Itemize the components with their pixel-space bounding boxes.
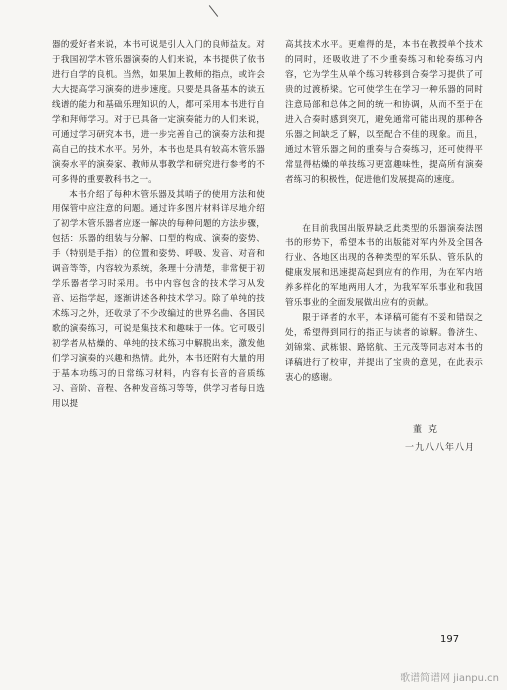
signature-name: 董克 [413,425,444,435]
left-text-column [52,38,265,412]
paragraph: 高其技术水平。更难得的是，本书在教授单个技术的同时，还吸收进了不少重奏练习和轮奏练习内容，它为学生从单个练习转移到合奏学习提供了可贵的过渡桥梁。它可使学生在学习一种乐器的同时注意局部和总体之间的统一和协调，从而不至于在进入合奏时感到突兀，避免通常可能出现的那种各乐器之间缺乏了解，以至配合不佳的现象。而且，通过木管乐器之间的重奏与合奏练习，还可使得平常显得枯燥的单技练习更富趣味性，提高所有演奏者练习的积极性，促进他们发展提高的速度。 [285,40,483,185]
right-text-column [285,38,483,386]
paragraph: 在目前我国出版界缺乏此类型的乐器演奏法图书的形势下，希望本书的出版能对军内外及全国各行业、各地区出现的各种类型的军乐队、管乐队的健康发展和迅速提高起到应有的作用，为在军内培养多样化的军地两用人才，为我军军乐事业和我国管乐事业的全面发展做出应有的贡献。 [285,223,483,309]
site-watermark: 歌谱简谱网 jianpu.cn [400,673,499,684]
paragraph: 本书介绍了每种木管乐器及其哨子的使用方法和使用保管中应注意的问题。通过许多图片材料详尽地介绍了初学木管乐器者应逐一解决的每种问题的方法步骤，包括：乐器的组装与分解、口型的构成、演奏的姿势、手（特别是手指）的位置和姿势、呼吸、发音、对音和调音等等，内容较为系统，条理十分清楚，非常便于初学乐器者学习时采用。书中内容包含的技术学习从发音、运指学起，逐渐讲述各种技术学习。除了单纯的技术练习之外，还收录了不少改编过的世界名曲、各国民歌的演奏练习，可说是集技术和趣味于一体。它可吸引初学者从枯燥的、单纯的技术练习中解脱出来，激发他们学习演奏的兴趣和热情。此外，本书还附有大量的用于基本功练习的日常练习材料，内容有长音的音质练习、音阶、音程、各种发音练习等等，供学习者每日选用以提 [52,189,265,409]
paragraph: 限于译者的水平，本译稿可能有不妥和错误之处，希望得到同行的指正与读者的谅解。鲁济生、刘锦棠、武栋银、路铭航、王元茂等同志对本书的译稿进行了校审，并提出了宝贵的意见，在此表示衷心的感谢。 [285,313,483,384]
paragraph: 器的爱好者来说，本书可说是引人入门的良师益友。对于我国初学木管乐器演奏的人们来说，本书提供了依书进行自学的良机。当然，如果加上教师的指点，或许会大大提高学习演奏的进步速度。只要是具备基本的读五线谱的能力和基础乐理知识的人，都可采用本书进行自学和拜师学习。对于已具备一定演奏能力的人们来说，可通过学习研究本书，进一步完善自己的演奏方法和提高自己的技术水平。另外，本书也是具有较高木管乐器演奏水平的演奏家、教师从事教学和研究进行参考的不可多得的重要教科书之一。 [52,40,265,185]
page-number: 197 [440,634,460,645]
scan-mark [209,5,218,17]
signature-date: 一九八八年八月 [405,443,476,453]
